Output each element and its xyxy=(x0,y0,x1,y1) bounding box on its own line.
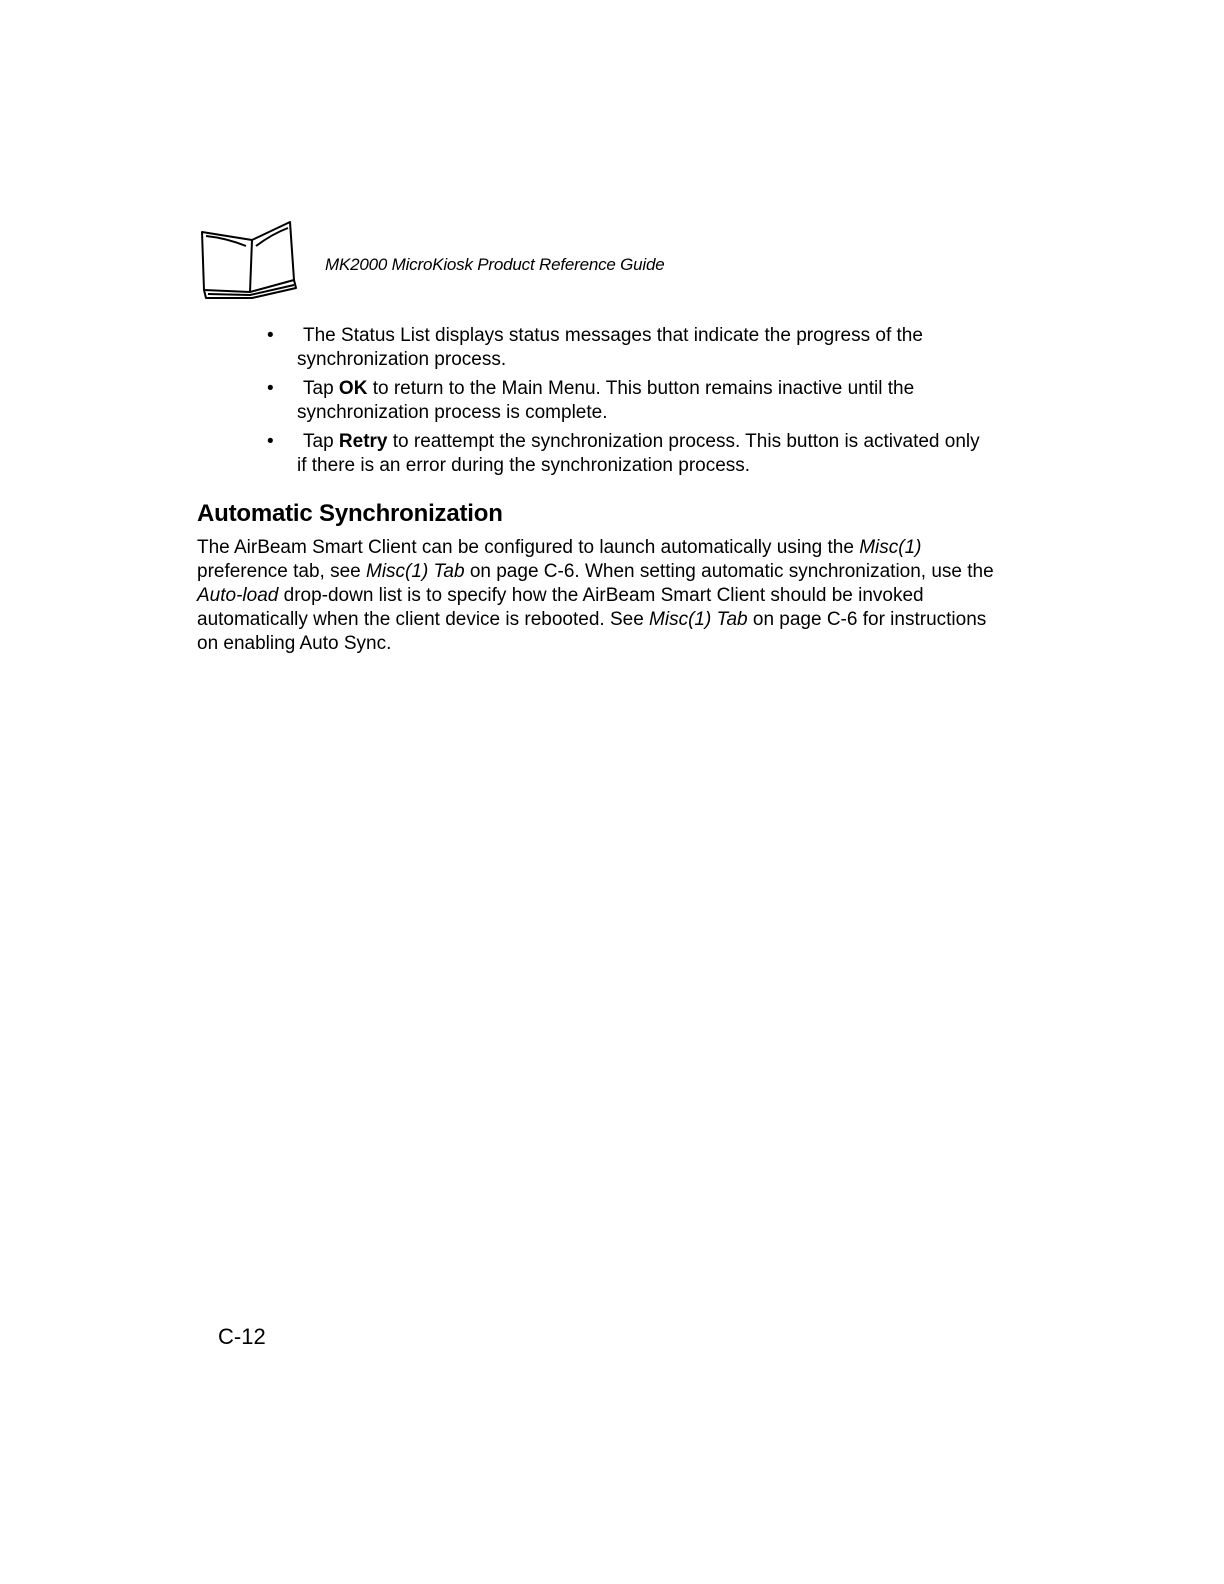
misc1-tab-link[interactable]: Misc(1) Tab xyxy=(649,609,748,630)
list-item-text-post: to reattempt the synchronization process. This button is activated only if there is an error during the synchronization process. xyxy=(297,431,980,476)
book-icon xyxy=(194,218,306,302)
misc1-reference: Misc(1) xyxy=(859,537,922,558)
list-item-text-pre: Tap xyxy=(303,431,339,452)
body-paragraph xyxy=(197,536,997,656)
paragraph-text: The AirBeam Smart Client can be configured to launch automatically using the xyxy=(197,537,860,558)
paragraph-text: drop-down list is to specify how the AirBeam Smart Client should be invoked automatically when the client device is rebooted. See xyxy=(197,585,924,630)
list-item xyxy=(265,324,985,372)
list-item xyxy=(265,377,985,425)
ok-button-reference: OK xyxy=(338,378,368,399)
paragraph-text: on page C-6 for instructions on enabling Auto Sync. xyxy=(197,609,987,654)
list-item-text: The Status List displays status messages that indicate the progress of the synchronization process. xyxy=(297,325,923,370)
running-header: MK2000 MicroKiosk Product Reference Guide xyxy=(325,255,665,274)
bullet-icon: • xyxy=(267,325,274,346)
section-heading: Automatic Synchronization xyxy=(197,500,503,527)
misc1-tab-link[interactable]: Misc(1) Tab xyxy=(366,561,465,582)
bullet-icon: • xyxy=(267,378,274,399)
paragraph-text: on page C-6. When setting automatic synchronization, use the xyxy=(464,561,994,582)
page-number: C-12 xyxy=(218,1324,266,1349)
list-item xyxy=(265,430,985,478)
bullet-list xyxy=(265,324,985,483)
list-item-text-post: to return to the Main Menu. This button remains inactive until the synchronization process is complete. xyxy=(297,378,915,423)
bullet-icon: • xyxy=(267,431,274,452)
auto-load-reference: Auto-load xyxy=(197,585,279,606)
retry-button-reference: Retry xyxy=(338,431,388,452)
paragraph-text: preference tab, see xyxy=(197,561,366,582)
list-item-text-pre: Tap xyxy=(303,378,339,399)
